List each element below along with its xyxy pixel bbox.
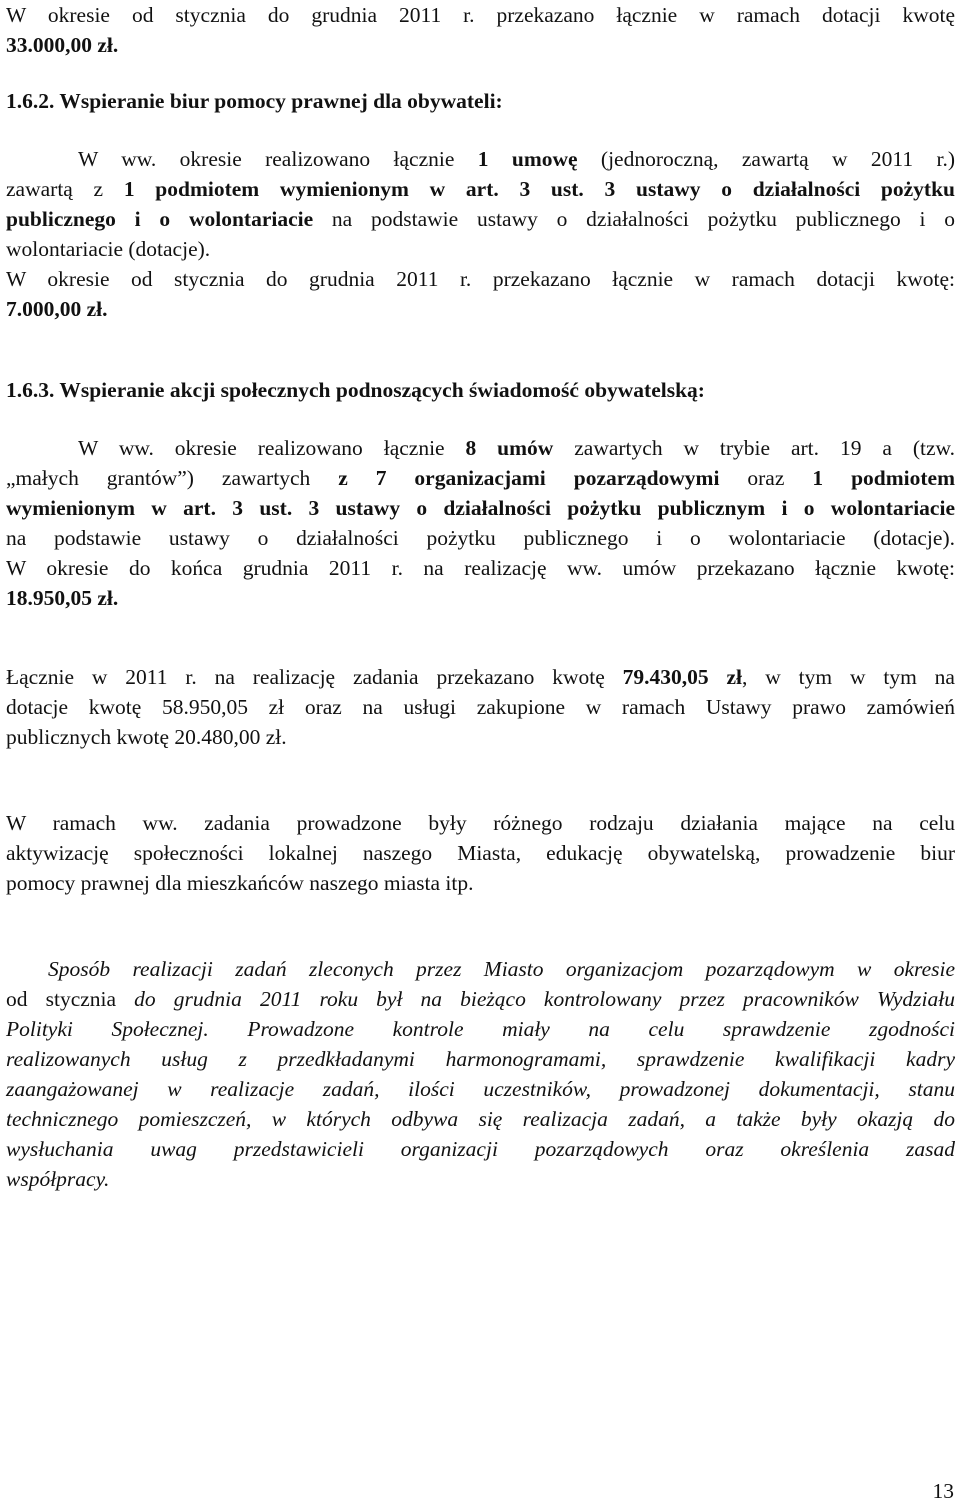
s163-line-5: W okresie do końca grudnia 2011 r. na realizację ww. umów przekazano łącznie kwotę: [6,556,955,580]
s163-line-2: „małych grantów”) zawartych z 7 organizacjami pozarządowymi oraz 1 podmiotem [6,466,955,490]
section-1-6-3-heading: 1.6.3. Wspieranie akcji społecznych podnoszących świadomość obywatelską: [6,378,705,402]
top-line-1: W okresie od stycznia do grudnia 2011 r. przekazano łącznie w ramach dotacji kwotę [6,3,955,27]
control-line-4: realizowanych usług z przedkładanymi harmonogramami, sprawdzenie kwalifikacji kadry [6,1047,955,1071]
control-line-6: technicznego pomieszczeń, w których odbywa się realizacja zadań, a także były okazją do [6,1107,955,1131]
control-line-3: Polityki Społecznej. Prowadzone kontrole miały na celu sprawdzenie zgodności [6,1017,955,1041]
section-1-6-2-heading: 1.6.2. Wspieranie biur pomocy prawnej dla obywateli: [6,89,503,113]
control-line-5: zaangażowanej w realizacje zadań, ilości uczestników, prowadzonej dokumentacji, stanu [6,1077,955,1101]
total-paragraph [6,662,955,752]
page-number: 13 [932,1479,954,1503]
top-paragraph [6,0,955,60]
s163-line-4: na podstawie ustawy o działalności pożytku publicznego i o wolontariacie (dotacje). [6,526,955,550]
top-amount: 33.000,00 zł. [6,33,119,57]
total-line-3: publicznych kwotę 20.480,00 zł. [6,725,287,749]
s162-line-3: publicznego i o wolontariacie na podstawie ustawy o działalności pożytku publicznego i o [6,207,956,231]
control-paragraph [6,954,955,1194]
s163-line-1: W ww. okresie realizowano łącznie 8 umów zawartych w trybie art. 19 a (tzw. [78,436,955,460]
control-line-8: współpracy. [6,1167,110,1191]
s162-line-6: 7.000,00 zł. [6,297,108,321]
section-1-6-2-body [6,144,955,324]
summary-line-1: W ramach ww. zadania prowadzone były różnego rodzaju działania mające na celu [6,811,955,835]
s162-line-1: W ww. okresie realizowano łącznie 1 umowę (jednoroczną, zawartą w 2011 r.) [78,147,955,171]
s162-line-2: zawartą z 1 podmiotem wymienionym w art. 3 ust. 3 ustawy o działalności pożytku [6,177,956,201]
s162-line-4: wolontariacie (dotacje). [6,237,211,261]
total-line-1: Łącznie w 2011 r. na realizację zadania przekazano kwotę 79.430,05 zł, w tym w tym na [6,665,955,689]
control-line-7: wysłuchania uwag przedstawicieli organizacji pozarządowych oraz określenia zasad [6,1137,955,1161]
summary-paragraph [6,808,955,898]
s163-line-3: wymienionym w art. 3 ust. 3 ustawy o działalności pożytku publicznym i o wolontariacie [6,496,955,520]
summary-line-3: pomocy prawnej dla mieszkańców naszego miasta itp. [6,871,474,895]
s162-line-5: W okresie od stycznia do grudnia 2011 r. przekazano łącznie w ramach dotacji kwotę: [6,267,955,291]
section-1-6-3-body [6,433,955,613]
control-line-1: Sposób realizacji zadań zleconych przez Miasto organizacjom pozarządowym w okresie [48,957,955,981]
total-line-2: dotacje kwotę 58.950,05 zł oraz na usługi zakupione w ramach Ustawy prawo zamówień [6,695,955,719]
summary-line-2: aktywizację społeczności lokalnej naszego Miasta, edukację obywatelską, prowadzenie biur [6,841,955,865]
control-line-2: od stycznia do grudnia 2011 roku był na bieżąco kontrolowany przez pracowników Wydziału [6,987,955,1011]
s163-line-6: 18.950,05 zł. [6,586,119,610]
